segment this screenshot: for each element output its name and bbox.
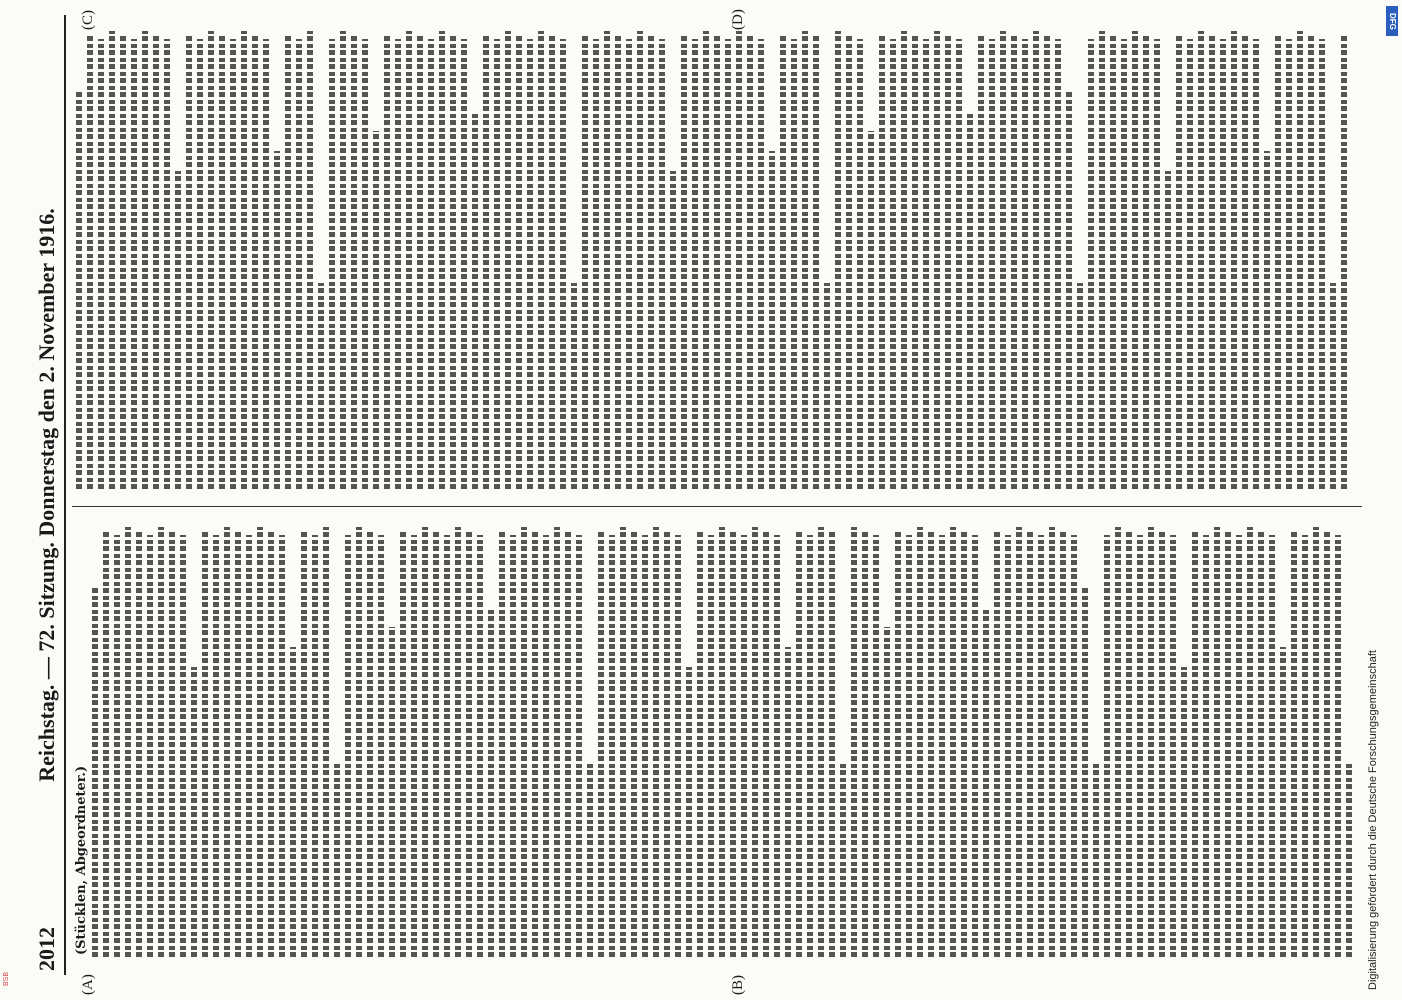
text-line-placeholder — [1154, 39, 1160, 489]
text-line-placeholder — [186, 35, 192, 489]
text-line-placeholder — [774, 535, 780, 957]
text-line-placeholder — [1341, 35, 1347, 489]
text-line-placeholder — [637, 31, 643, 489]
text-line-placeholder — [593, 39, 599, 489]
text-line-placeholder — [873, 535, 879, 957]
text-line-placeholder — [378, 535, 384, 957]
text-column-right — [72, 29, 1362, 489]
text-line-placeholder — [604, 31, 610, 489]
text-line-placeholder — [180, 535, 186, 957]
text-line-placeholder — [549, 35, 555, 489]
text-line-placeholder — [664, 531, 670, 957]
text-line-placeholder — [675, 535, 681, 957]
text-line-placeholder — [527, 39, 533, 489]
text-line-placeholder — [538, 31, 544, 489]
text-line-placeholder — [1066, 91, 1072, 489]
text-line-placeholder — [631, 531, 637, 957]
running-title: Reichstag. — 72. Sitzung. Donnerstag den 2. November 1916. — [34, 208, 59, 782]
text-line-placeholder — [945, 35, 951, 489]
text-line-placeholder — [1082, 587, 1088, 957]
text-line-placeholder — [521, 527, 527, 957]
text-line-placeholder — [1137, 535, 1143, 957]
text-line-placeholder — [1165, 171, 1171, 489]
text-line-placeholder — [1247, 527, 1253, 957]
text-line-placeholder — [994, 531, 1000, 957]
text-line-placeholder — [1027, 531, 1033, 957]
text-line-placeholder — [956, 39, 962, 489]
text-line-placeholder — [686, 667, 692, 957]
text-line-placeholder — [334, 764, 340, 958]
text-line-placeholder — [230, 39, 236, 489]
text-line-placeholder — [620, 527, 626, 957]
text-line-placeholder — [939, 535, 945, 957]
text-line-placeholder — [807, 535, 813, 957]
text-line-placeholder — [395, 39, 401, 489]
text-line-placeholder — [367, 531, 373, 957]
text-line-placeholder — [340, 31, 346, 489]
text-line-placeholder — [703, 31, 709, 489]
text-line-placeholder — [1280, 647, 1286, 957]
text-line-placeholder — [653, 527, 659, 957]
text-line-placeholder — [697, 531, 703, 957]
margin-marker-c: (C) — [80, 10, 96, 30]
text-line-placeholder — [1044, 35, 1050, 489]
text-line-placeholder — [246, 535, 252, 957]
text-line-placeholder — [147, 535, 153, 957]
text-line-placeholder — [1170, 535, 1176, 957]
text-line-placeholder — [829, 531, 835, 957]
text-line-placeholder — [1115, 527, 1121, 957]
text-line-placeholder — [895, 531, 901, 957]
text-line-placeholder — [1253, 39, 1259, 489]
text-line-placeholder — [219, 35, 225, 489]
text-line-placeholder — [543, 535, 549, 957]
text-line-placeholder — [1049, 527, 1055, 957]
text-line-placeholder — [879, 35, 885, 489]
column-divider — [72, 506, 1362, 507]
text-line-placeholder — [972, 535, 978, 957]
text-line-placeholder — [868, 131, 874, 489]
text-line-placeholder — [1324, 531, 1330, 957]
text-line-placeholder — [362, 39, 368, 489]
text-line-placeholder — [846, 35, 852, 489]
page-number: 2012 — [34, 927, 59, 971]
text-line-placeholder — [136, 531, 142, 957]
text-line-placeholder — [840, 764, 846, 958]
text-line-placeholder — [1214, 527, 1220, 957]
text-line-placeholder — [1225, 531, 1231, 957]
text-line-placeholder — [373, 131, 379, 489]
text-line-placeholder — [76, 91, 82, 489]
text-line-placeholder — [274, 151, 280, 489]
library-stamp: BSB — [3, 972, 10, 987]
text-line-placeholder — [197, 39, 203, 489]
text-column-left — [72, 525, 1362, 957]
page-header — [30, 15, 66, 975]
text-line-placeholder — [741, 535, 747, 957]
text-line-placeholder — [1022, 39, 1028, 489]
text-line-placeholder — [576, 535, 582, 957]
text-line-placeholder — [252, 35, 258, 489]
text-line-placeholder — [862, 531, 868, 957]
dfg-logo: DFG — [1386, 6, 1398, 36]
margin-marker-a: (A) — [80, 974, 96, 995]
text-line-placeholder — [461, 39, 467, 489]
text-line-placeholder — [1093, 764, 1099, 958]
text-line-placeholder — [1181, 667, 1187, 957]
text-line-placeholder — [131, 39, 137, 489]
text-line-placeholder — [912, 35, 918, 489]
text-line-placeholder — [285, 35, 291, 489]
text-line-placeholder — [1126, 531, 1132, 957]
text-line-placeholder — [758, 39, 764, 489]
text-line-placeholder — [1005, 535, 1011, 957]
text-line-placeholder — [301, 531, 307, 957]
text-line-placeholder — [1308, 35, 1314, 489]
text-line-placeholder — [785, 647, 791, 957]
text-line-placeholder — [609, 535, 615, 957]
text-line-placeholder — [241, 31, 247, 489]
speaker-name: (Stücklen, Abgeordneter.) — [74, 765, 89, 955]
text-line-placeholder — [411, 535, 417, 957]
text-line-placeholder — [345, 535, 351, 957]
text-line-placeholder — [1302, 535, 1308, 957]
text-line-placeholder — [626, 39, 632, 489]
text-line-placeholder — [950, 527, 956, 957]
text-line-placeholder — [263, 39, 269, 489]
text-line-placeholder — [884, 627, 890, 957]
text-line-placeholder — [1071, 535, 1077, 957]
text-line-placeholder — [1335, 535, 1341, 957]
text-line-placeholder — [752, 527, 758, 957]
text-line-placeholder — [389, 627, 395, 957]
text-line-placeholder — [1236, 535, 1242, 957]
text-line-placeholder — [791, 39, 797, 489]
text-line-placeholder — [598, 531, 604, 957]
text-line-placeholder — [692, 39, 698, 489]
text-line-placeholder — [450, 35, 456, 489]
text-line-placeholder — [1203, 535, 1209, 957]
text-line-placeholder — [1258, 531, 1264, 957]
text-line-placeholder — [1313, 527, 1319, 957]
text-line-placeholder — [175, 171, 181, 489]
text-line-placeholder — [477, 535, 483, 957]
text-line-placeholder — [235, 531, 241, 957]
text-line-placeholder — [714, 35, 720, 489]
text-line-placeholder — [730, 531, 736, 957]
text-line-placeholder — [917, 527, 923, 957]
text-line-placeholder — [1121, 39, 1127, 489]
text-line-placeholder — [719, 527, 725, 957]
text-line-placeholder — [1192, 531, 1198, 957]
text-line-placeholder — [400, 531, 406, 957]
text-line-placeholder — [1077, 283, 1083, 489]
text-line-placeholder — [1286, 39, 1292, 489]
text-line-placeholder — [1104, 535, 1110, 957]
text-line-placeholder — [1088, 39, 1094, 489]
text-line-placeholder — [582, 35, 588, 489]
text-line-placeholder — [87, 35, 93, 489]
text-line-placeholder — [934, 31, 940, 489]
text-line-placeholder — [103, 531, 109, 957]
text-line-placeholder — [505, 31, 511, 489]
text-line-placeholder — [928, 531, 934, 957]
text-line-placeholder — [1346, 764, 1352, 958]
text-line-placeholder — [307, 31, 313, 489]
text-line-placeholder — [1264, 151, 1270, 489]
text-line-placeholder — [114, 535, 120, 957]
text-line-placeholder — [455, 527, 461, 957]
text-line-placeholder — [857, 39, 863, 489]
text-line-placeholder — [1159, 531, 1165, 957]
text-line-placeholder — [164, 39, 170, 489]
text-line-placeholder — [681, 35, 687, 489]
text-line-placeholder — [488, 607, 494, 957]
text-line-placeholder — [796, 531, 802, 957]
text-line-placeholder — [1242, 35, 1248, 489]
text-line-placeholder — [202, 531, 208, 957]
text-line-placeholder — [961, 531, 967, 957]
digitization-credit: Digitalisierung gefördert durch die Deutsche Forschungsgemeinschaft — [1367, 650, 1379, 990]
text-line-placeholder — [472, 111, 478, 489]
text-line-placeholder — [120, 35, 126, 489]
text-line-placeholder — [516, 35, 522, 489]
text-line-placeholder — [1055, 39, 1061, 489]
text-line-placeholder — [890, 39, 896, 489]
text-line-placeholder — [1000, 31, 1006, 489]
margin-marker-b: (B) — [730, 975, 746, 995]
text-line-placeholder — [923, 39, 929, 489]
text-line-placeholder — [1187, 39, 1193, 489]
text-line-placeholder — [422, 527, 428, 957]
text-line-placeholder — [125, 527, 131, 957]
text-line-placeholder — [642, 535, 648, 957]
text-line-placeholder — [224, 527, 230, 957]
text-line-placeholder — [554, 527, 560, 957]
text-line-placeholder — [312, 535, 318, 957]
text-line-placeholder — [571, 283, 577, 489]
text-line-placeholder — [736, 31, 742, 489]
text-line-placeholder — [560, 39, 566, 489]
text-line-placeholder — [659, 39, 665, 489]
text-line-placeholder — [967, 111, 973, 489]
text-line-placeholder — [158, 527, 164, 957]
text-line-placeholder — [1038, 535, 1044, 957]
text-line-placeholder — [142, 31, 148, 489]
text-line-placeholder — [587, 764, 593, 958]
text-line-placeholder — [1011, 35, 1017, 489]
document-page — [30, 9, 1370, 995]
text-line-placeholder — [983, 607, 989, 957]
text-line-placeholder — [323, 527, 329, 957]
text-line-placeholder — [1016, 527, 1022, 957]
text-line-placeholder — [1275, 35, 1281, 489]
text-line-placeholder — [725, 39, 731, 489]
text-line-placeholder — [1291, 531, 1297, 957]
text-line-placeholder — [329, 39, 335, 489]
text-line-placeholder — [901, 31, 907, 489]
text-line-placeholder — [1148, 527, 1154, 957]
text-line-placeholder — [98, 39, 104, 489]
text-line-placeholder — [268, 531, 274, 957]
text-line-placeholder — [670, 171, 676, 489]
text-line-placeholder — [1176, 35, 1182, 489]
text-line-placeholder — [532, 531, 538, 957]
text-line-placeholder — [494, 39, 500, 489]
text-line-placeholder — [1297, 31, 1303, 489]
text-line-placeholder — [813, 35, 819, 489]
text-line-placeholder — [780, 35, 786, 489]
text-line-placeholder — [208, 31, 214, 489]
text-line-placeholder — [356, 527, 362, 957]
text-line-placeholder — [989, 39, 995, 489]
text-line-placeholder — [92, 587, 98, 957]
text-line-placeholder — [483, 35, 489, 489]
text-line-placeholder — [466, 531, 472, 957]
text-line-placeholder — [213, 535, 219, 957]
text-line-placeholder — [835, 31, 841, 489]
text-line-placeholder — [802, 31, 808, 489]
text-line-placeholder — [565, 531, 571, 957]
text-line-placeholder — [499, 531, 505, 957]
text-line-placeholder — [290, 647, 296, 957]
text-line-placeholder — [906, 535, 912, 957]
text-line-placeholder — [1220, 39, 1226, 489]
text-line-placeholder — [169, 531, 175, 957]
margin-marker-d: (D) — [730, 9, 746, 30]
text-line-placeholder — [978, 35, 984, 489]
text-line-placeholder — [708, 535, 714, 957]
text-line-placeholder — [1269, 535, 1275, 957]
text-line-placeholder — [1319, 39, 1325, 489]
text-line-placeholder — [417, 35, 423, 489]
text-line-placeholder — [1330, 283, 1336, 489]
text-line-placeholder — [439, 31, 445, 489]
text-line-placeholder — [648, 35, 654, 489]
text-line-placeholder — [1060, 531, 1066, 957]
text-line-placeholder — [851, 527, 857, 957]
text-line-placeholder — [818, 527, 824, 957]
text-line-placeholder — [747, 35, 753, 489]
text-line-placeholder — [444, 535, 450, 957]
text-line-placeholder — [296, 39, 302, 489]
text-line-placeholder — [318, 283, 324, 489]
text-line-placeholder — [1132, 31, 1138, 489]
text-line-placeholder — [1209, 35, 1215, 489]
text-line-placeholder — [191, 667, 197, 957]
text-line-placeholder — [351, 35, 357, 489]
text-line-placeholder — [428, 39, 434, 489]
text-line-placeholder — [1110, 35, 1116, 489]
text-line-placeholder — [1231, 31, 1237, 489]
text-line-placeholder — [257, 527, 263, 957]
text-line-placeholder — [384, 35, 390, 489]
text-line-placeholder — [153, 35, 159, 489]
text-line-placeholder — [769, 151, 775, 489]
text-line-placeholder — [406, 31, 412, 489]
text-line-placeholder — [615, 35, 621, 489]
text-line-placeholder — [433, 531, 439, 957]
text-line-placeholder — [1198, 31, 1204, 489]
text-line-placeholder — [510, 535, 516, 957]
text-line-placeholder — [824, 283, 830, 489]
text-line-placeholder — [763, 531, 769, 957]
text-line-placeholder — [279, 535, 285, 957]
text-line-placeholder — [109, 31, 115, 489]
text-line-placeholder — [1143, 35, 1149, 489]
text-line-placeholder — [1099, 31, 1105, 489]
text-line-placeholder — [1033, 31, 1039, 489]
